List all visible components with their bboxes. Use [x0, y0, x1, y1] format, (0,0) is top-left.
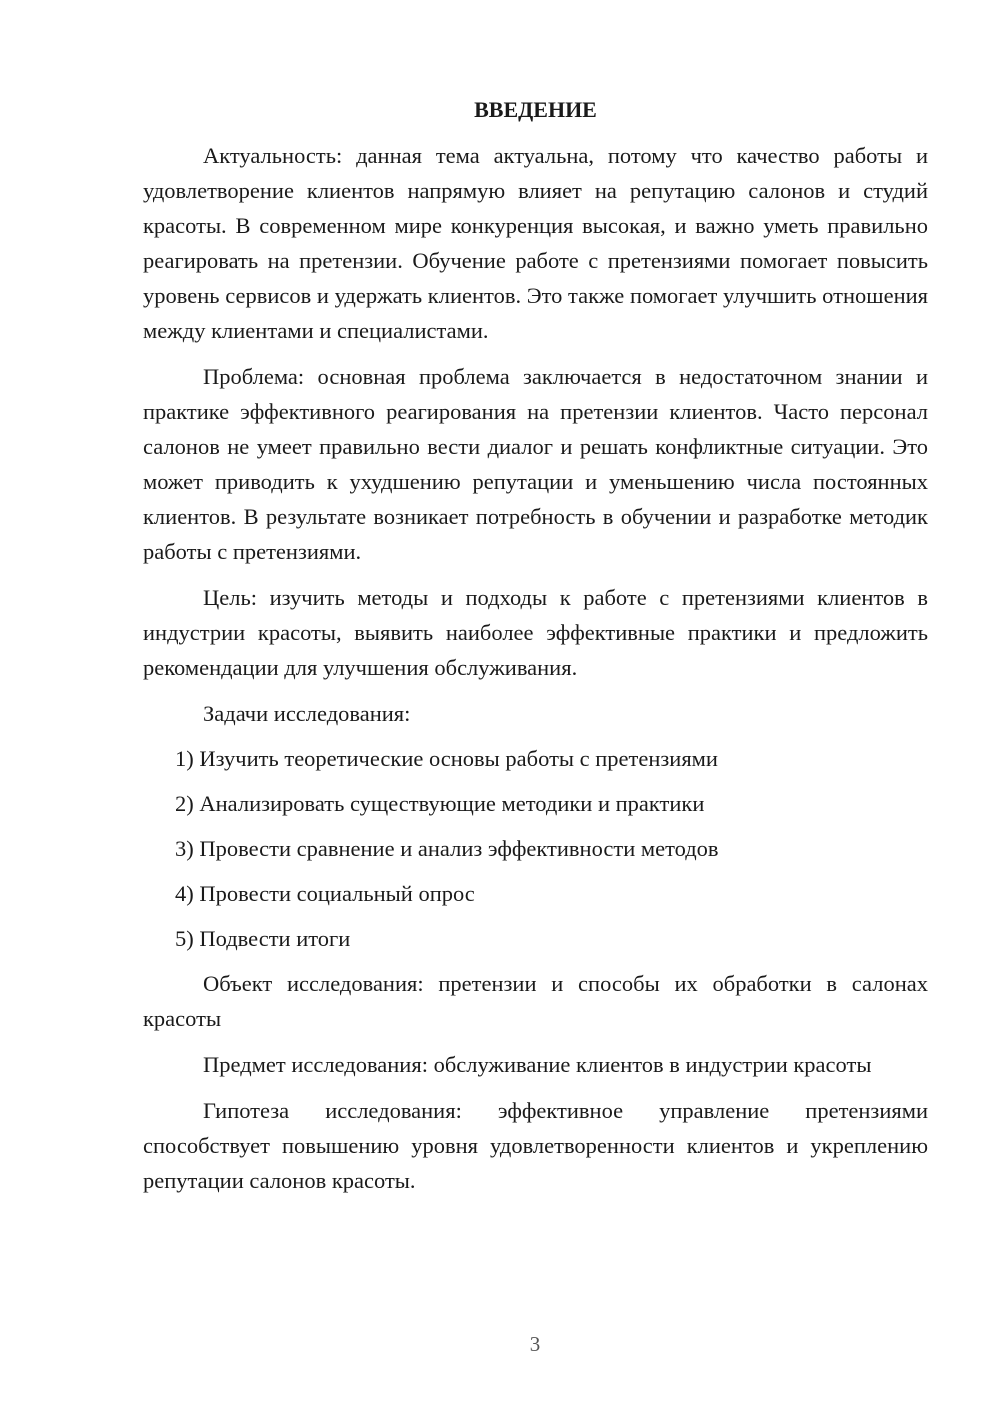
page-number: 3	[529, 1332, 541, 1356]
problem-paragraph: Проблема: основная проблема заключается в недостаточном знании и практике эффективного реагирования на претензии клиентов. Часто персонал салонов не умеет правильно вести диалог и решать конфликтные ситуации. Это может приводить к ухудшению репутации и уменьшению числа постоянных клиентов. В результате возникает потребность в обучении и разработке методик работы с претензиями.	[143, 364, 928, 564]
object-paragraph: Объект исследования: претензии и способы их обработки в салонах красоты	[143, 971, 928, 1031]
document-page	[143, 92, 928, 1209]
list-item: 4) Провести социальный опрос	[175, 881, 475, 906]
list-item: 2) Анализировать существующие методики и практики	[175, 791, 705, 816]
hypothesis-paragraph: Гипотеза исследования: эффективное управление претензиями способствует повышению уровня удовлетворенности клиентов и укреплению репутации салонов красоты.	[143, 1098, 928, 1193]
page-title: ВВЕДЕНИЕ	[474, 97, 597, 122]
tasks-heading: Задачи исследования:	[203, 701, 411, 726]
list-item: 1) Изучить теоретические основы работы с претензиями	[175, 746, 718, 771]
subject-paragraph: Предмет исследования: обслуживание клиентов в индустрии красоты	[203, 1052, 872, 1077]
relevance-paragraph: Актуальность: данная тема актуальна, потому что качество работы и удовлетворение клиентов напрямую влияет на репутацию салонов и студий красоты. В современном мире конкуренция высокая, и важно уметь правильно реагировать на претензии. Обучение работе с претензиями помогает повысить уровень сервисов и удержать клиентов. Это также помогает улучшить отношения между клиентами и специалистами.	[143, 143, 928, 343]
list-item: 5) Подвести итоги	[175, 926, 351, 951]
tasks-list	[143, 741, 928, 956]
goal-paragraph: Цель: изучить методы и подходы к работе с претензиями клиентов в индустрии красоты, выявить наиболее эффективные практики и предложить рекомендации для улучшения обслуживания.	[143, 585, 928, 680]
list-item: 3) Провести сравнение и анализ эффективности методов	[175, 836, 719, 861]
